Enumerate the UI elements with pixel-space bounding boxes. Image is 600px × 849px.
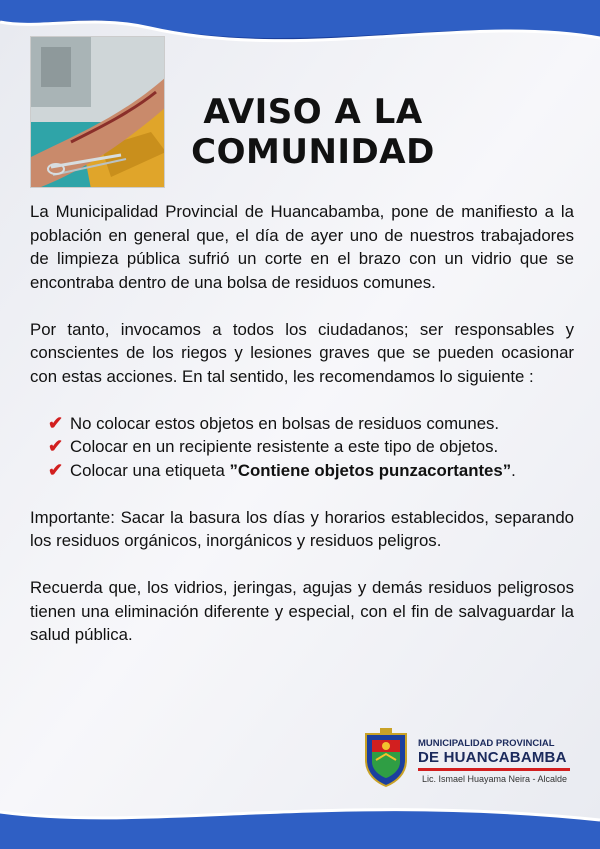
- logo-line-2: DE HUANCABAMBA: [418, 749, 567, 766]
- title-line-1: AVISO A LA: [203, 92, 423, 132]
- logo-divider: [418, 768, 570, 771]
- paragraph-reminder: Recuerda que, los vidrios, jeringas, agujas y demás residuos peligrosos tienen una eliminación diferente y especial, con el fin de salvaguardar la salud pública.: [30, 578, 574, 644]
- injury-photo: [30, 36, 165, 188]
- logo-line-3: Lic. Ismael Huayama Neira - Alcalde: [422, 774, 568, 784]
- municipal-logo: [362, 726, 582, 792]
- page-title: [168, 92, 458, 172]
- recommendations-list: [48, 412, 574, 483]
- logo-line-1: MUNICIPALIDAD PROVINCIAL: [418, 738, 555, 749]
- list-item-text: [70, 459, 516, 483]
- list-item-suffix: .: [511, 460, 516, 480]
- check-icon: ✔: [48, 412, 64, 433]
- check-icon: ✔: [48, 436, 64, 456]
- list-item-text: No colocar estos objetos en bolsas de residuos comunes.: [70, 413, 500, 433]
- list-item: [48, 412, 574, 436]
- check-icon: ✔: [48, 459, 64, 480]
- paragraph-incident: La Municipalidad Provincial de Huancabamba, pone de manifiesto a la población en general que, el día de ayer uno de nuestros trabajadores de limpieza pública sufrió un corte en el brazo con un vidrio que se encontraba dentro de una bolsa de residuos comunes.: [30, 202, 574, 292]
- paragraph-invocation: Por tanto, invocamos a todos los ciudadanos; ser responsables y conscientes de los riegos y lesiones graves que se pueden ocasionar con estas acciones. En tal sentido, les recomendamos lo siguiente :: [30, 319, 574, 386]
- municipal-shield-icon: [362, 726, 410, 788]
- list-item-text: Colocar en un recipiente resistente a este tipo de objetos.: [70, 437, 499, 456]
- label-text-bold: ”Contiene objetos punzacortantes”: [229, 460, 512, 480]
- title-line-2: COMUNIDAD: [191, 132, 435, 172]
- list-item: [48, 459, 574, 483]
- list-item: [48, 435, 574, 459]
- notice-body: [30, 200, 574, 670]
- list-item-prefix: Colocar una etiqueta: [70, 460, 230, 480]
- paragraph-important: Importante: Sacar la basura los días y horarios establecidos, separando los residuos orgánicos, inorgánicos y residuos peligros.: [30, 507, 574, 550]
